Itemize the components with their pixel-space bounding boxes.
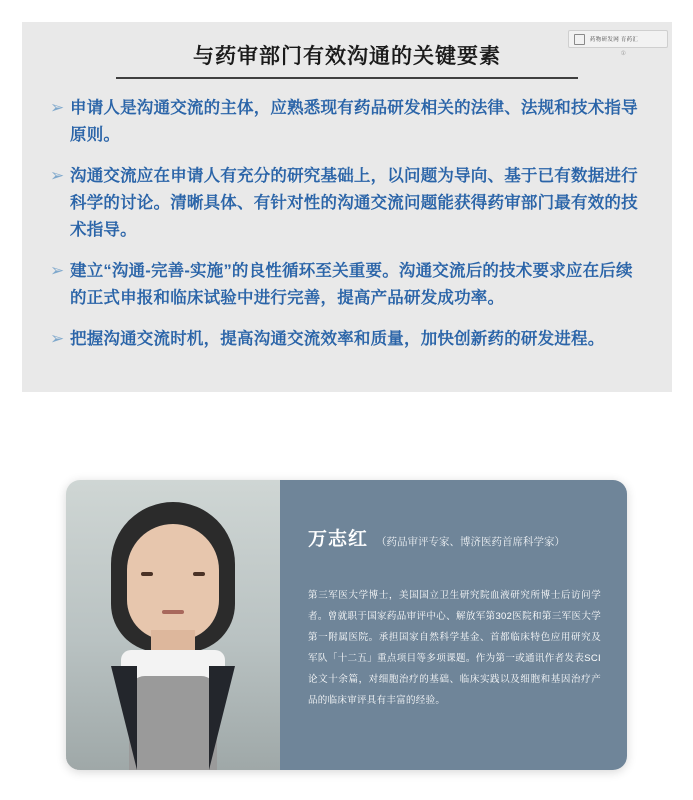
slide-title-area bbox=[46, 40, 648, 79]
arrow-bullet-icon: ➢ bbox=[50, 98, 65, 117]
bullet-list bbox=[46, 95, 648, 353]
portrait-eye-left bbox=[141, 572, 153, 576]
arrow-bullet-icon: ➢ bbox=[50, 261, 65, 280]
list-item bbox=[46, 326, 648, 353]
profile-header bbox=[308, 524, 601, 551]
list-item bbox=[46, 95, 648, 149]
portrait-mouth bbox=[162, 610, 184, 614]
page-title: 与药审部门有效沟通的关键要素 bbox=[193, 45, 501, 68]
profile-details bbox=[280, 480, 627, 770]
profile-role: （药品审评专家、博济医药首席科学家） bbox=[376, 536, 566, 548]
list-item bbox=[46, 258, 648, 312]
list-item-text: 把握沟通交流时机，提高沟通交流效率和质量，加快创新药的研发进程。 bbox=[70, 330, 605, 348]
arrow-bullet-icon: ➢ bbox=[50, 166, 65, 185]
watermark-text: 药物研发网 育药汇 bbox=[590, 37, 639, 43]
watermark-subtext: ① bbox=[620, 51, 626, 57]
profile-biography: 第三军医大学博士，美国国立卫生研究院血液研究所博士后访问学者。曾就职于国家药品审评中心、解放军第302医院和第三军医大学第一附属医院。承担国家自然科学基金、首都临床特色应用研究及军队「十二五」重点项目等多项课题。作为第一或通讯作者发表SCI论文十余篇，对细胞治疗的基础、临床实践以及细胞和基因治疗产品的临床审评具有丰富的经验。 bbox=[308, 590, 601, 706]
portrait-eye-right bbox=[193, 572, 205, 576]
portrait-lapel-left bbox=[111, 666, 137, 770]
portrait-lapel-right bbox=[209, 666, 235, 770]
presentation-slide bbox=[22, 22, 672, 392]
list-item-text: 沟通交流应在申请人有充分的研究基础上，以问题为导向、基于已有数据进行科学的讨论。清晰具体、有针对性的沟通交流问题能获得药审部门最有效的技术指导。 bbox=[70, 167, 638, 239]
square-logo-icon bbox=[574, 34, 585, 45]
arrow-bullet-icon: ➢ bbox=[50, 329, 65, 348]
list-item bbox=[46, 163, 648, 244]
avatar bbox=[66, 480, 280, 770]
list-item-text: 建立“沟通-完善-实施”的良性循环至关重要。沟通交流后的技术要求应在后续的正式申报和临床试验中进行完善，提高产品研发成功率。 bbox=[70, 262, 633, 307]
watermark-badge bbox=[568, 30, 668, 48]
list-item-text: 申请人是沟通交流的主体，应熟悉现有药品研发相关的法律、法规和技术指导原则。 bbox=[70, 99, 638, 144]
portrait-face bbox=[127, 524, 219, 640]
speaker-profile-card bbox=[66, 480, 627, 770]
profile-name: 万志红 bbox=[308, 529, 369, 550]
title-divider bbox=[116, 77, 578, 79]
portrait-sweater bbox=[129, 676, 217, 770]
